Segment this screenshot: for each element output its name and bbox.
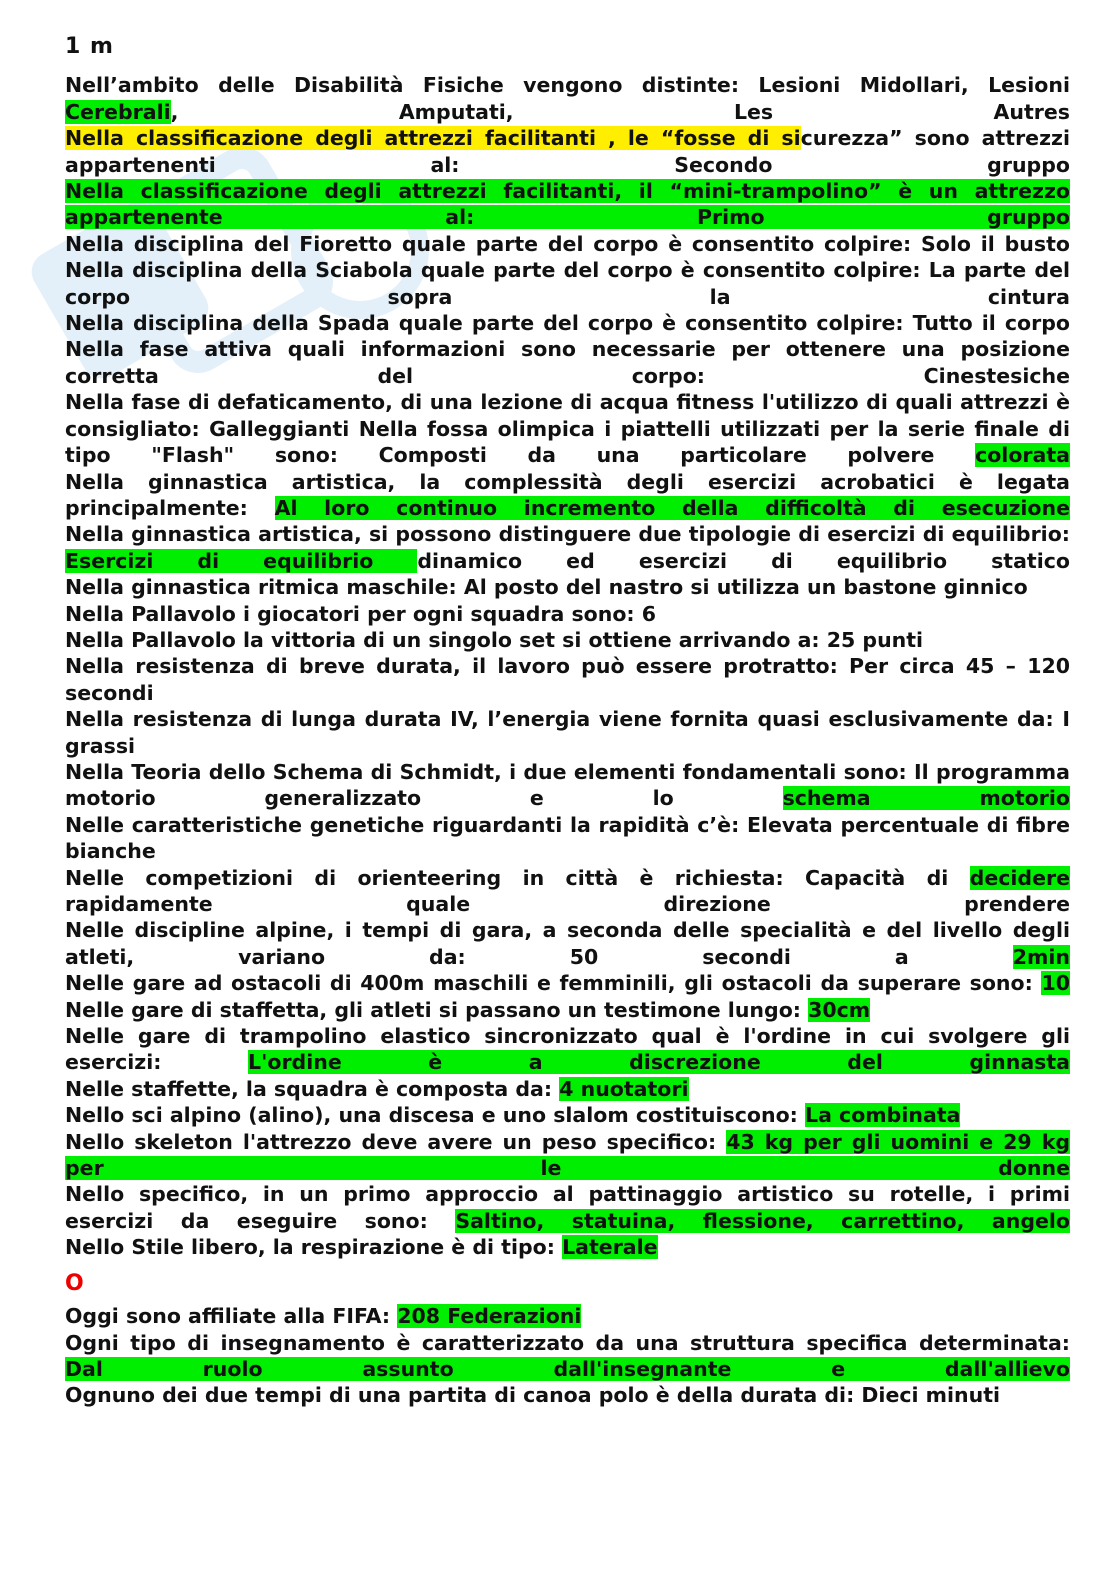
list-item: Nello Stile libero, la respirazione è di tipo: Laterale [65,1235,658,1260]
list-item: Nelle competizioni di orienteering in città è richiesta: Capacità di decidere rapidamente quale direzione prendere [65,865,1071,916]
list-item: Nello sci alpino (alino), una discesa e uno slalom costituiscono: La combinata [65,1103,961,1128]
list-item: Nella Teoria dello Schema di Schmidt, i due elementi fondamentali sono: Il programma motorio generalizzato e lo schema motorio [65,759,1070,811]
list-item: Ognuno dei due tempi di una partita di canoa polo è della durata di: Dieci minuti [65,1383,1001,1408]
section-letter: O [65,1270,84,1296]
list-item: Nello specifico, in un primo approccio al pattinaggio artistico su rotelle, i primi esercizi da eseguire sono: Saltino, statuina, flessione, carrettino, angelo [65,1182,1071,1233]
list-item: Nelle gare di trampolino elastico sincronizzato qual è l'ordine in cui svolgere gli esercizi: L'ordine è a discrezione del ginnasta [65,1024,1070,1075]
list-item: Nella Pallavolo i giocatori per ogni squadra sono: 6 [65,601,657,626]
document-content [65,34,1070,1409]
list-item: Nella resistenza di breve durata, il lavoro può essere protratto: Per circa 45 – 120 secondi [65,654,1070,705]
list-item: Nella ginnastica artistica, si possono distinguere due tipologie di esercizi di equilibrio: Esercizi di equilibrio dinamico ed esercizi di equilibrio statico [65,522,1070,573]
list-item: Nella ginnastica artistica, la complessità degli esercizi acrobatici è legata principalmente: Al loro continuo incremento della difficoltà di esecuzione [65,469,1070,520]
page-title: 1 m [65,34,114,59]
list-item: Nella disciplina della Spada quale parte del corpo è consentito colpire: Tutto il corpo [65,311,1070,336]
list-item: Nelle staffette, la squadra è composta da: 4 nuotatori [65,1076,689,1101]
list-item: Nella resistenza di lunga durata IV, l’energia viene fornita quasi esclusivamente da: I grassi [65,707,1070,758]
list-item: Nella Pallavolo la vittoria di un singolo set si ottiene arrivando a: 25 punti [65,627,924,652]
list-item: Nelle discipline alpine, i tempi di gara, a seconda delle specialità e del livello degli atleti, variano da: 50 secondi a 2min [65,918,1070,969]
list-item: Nell’ambito delle Disabilità Fisiche vengono distinte: Lesioni Midollari, Lesioni Cerebrali, Amputati, Les Autres [65,73,1070,124]
list-item: Ogni tipo di insegnamento è caratterizzato da una struttura specifica determinata: Dal ruolo assunto dall'insegnante e dall'allievo [65,1330,1070,1381]
list-item: Oggi sono affiliate alla FIFA: 208 Federazioni [65,1304,582,1329]
list-item: Nelle gare ad ostacoli di 400m maschili e femminili, gli ostacoli da superare sono: 10 [65,971,1070,996]
list-item: Nella classificazione degli attrezzi facilitanti, il “mini-trampolino” è un attrezzo appartenente al: Primo gruppo [65,179,1070,230]
list-item: Nella ginnastica ritmica maschile: Al posto del nastro si utilizza un bastone ginnico [65,575,1028,600]
list-item: Nelle gare di staffetta, gli atleti si passano un testimone lungo: 30cm [65,997,871,1022]
list-item: Nella fase di defaticamento, di una lezione di acqua fitness l'utilizzo di quali attrezzi è consigliato: Galleggianti Nella fossa olimpica i piattelli utilizzati per la serie finale di tipo "Flash" sono: Composti da una particolare polvere colorata [65,390,1070,468]
list-item: Nella fase attiva quali informazioni sono necessarie per ottenere una posizione corretta del corpo: Cinestesiche [65,337,1070,388]
list-item: Nello skeleton l'attrezzo deve avere un peso specifico: 43 kg per gli uomini e 29 kg per le donne [65,1129,1071,1181]
list-item: Nella classificazione degli attrezzi facilitanti , le “fosse di sicurezza” sono attrezzi appartenenti al: Secondo gruppo [65,126,1070,177]
list-item: Nella disciplina del Fioretto quale parte del corpo è consentito colpire: Solo il busto [65,231,1070,256]
list-item: Nella disciplina della Sciabola quale parte del corpo è consentito colpire: La parte del corpo sopra la cintura [65,258,1070,309]
list-item: Nelle caratteristiche genetiche riguardanti la rapidità c’è: Elevata percentuale di fibre bianche [65,812,1070,864]
